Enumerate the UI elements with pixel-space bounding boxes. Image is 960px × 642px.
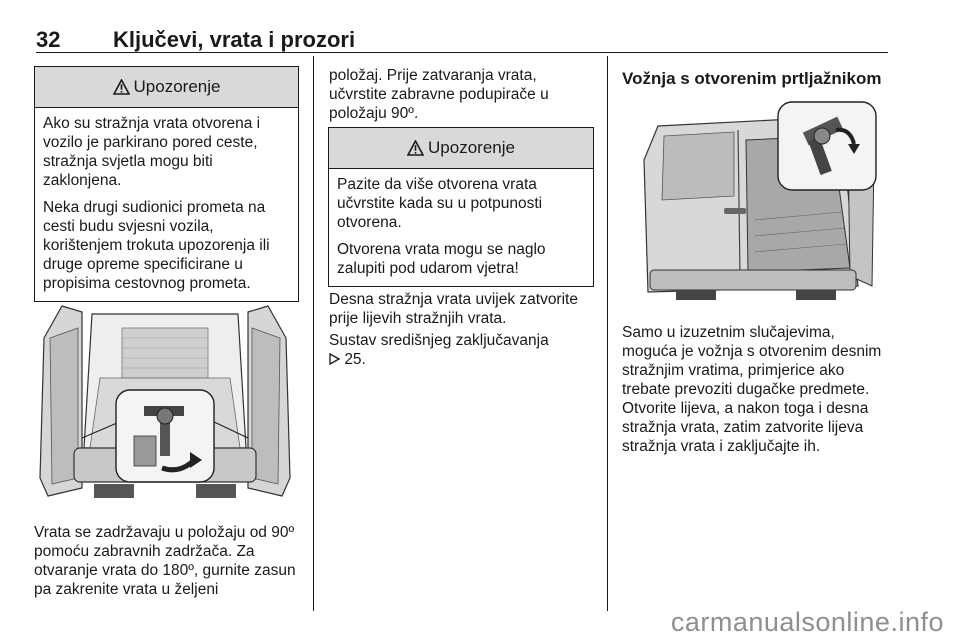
page-number: 32 — [36, 27, 61, 52]
section-heading: Vožnja s otvorenim prtljažnikom — [622, 69, 882, 88]
warning-body — [35, 108, 298, 301]
caption-text: Vrata se zadržavaju u položaju od 90º pomoću zabravnih zadržača. Za otvaranje vrata do 180º, gurnite zasun pa zakrenite vrata u željeni — [34, 524, 296, 598]
column-divider-2 — [607, 56, 608, 611]
warning-header — [329, 128, 593, 169]
warning-body — [329, 169, 593, 286]
van-open-doors-illustration — [34, 298, 296, 508]
paragraph: Desna stražnja vrata uvijek zatvorite prije lijevih stražnjih vrata. — [329, 291, 578, 327]
page-reference-arrow-icon — [329, 353, 340, 365]
van-rear-open-trunk-illustration — [636, 100, 880, 304]
warning-paragraph: Neka drugi sudionici prometa na cesti budu svjesni vozila, korištenjem trokuta upozorenja ili druge opreme specificirane u propisima cestovnog prometa. — [43, 199, 270, 292]
cross-reference-text: Sustav središnjeg zaključavanja — [329, 332, 549, 349]
warning-triangle-icon — [113, 79, 130, 95]
header-rule — [36, 52, 888, 53]
warning-paragraph: Otvorena vrata mogu se naglo zalupiti pod udarom vjetra! — [337, 241, 546, 277]
warning-title: Upozorenje — [133, 77, 221, 96]
watermark: carmanualsonline.info — [670, 607, 944, 637]
warning-header — [35, 67, 298, 108]
warning-paragraph: Pazite da više otvorena vrata učvrstite kada su u potpunosti otvorena. — [337, 176, 543, 231]
warning-triangle-icon — [407, 140, 424, 156]
cross-reference[interactable] — [329, 331, 594, 369]
column-divider-1 — [313, 56, 314, 611]
continuation-text: položaj. Prije zatvaranja vrata, učvrstite zabravne podupirače u položaju 90º. — [329, 67, 549, 122]
warning-box-2 — [328, 127, 594, 287]
warning-paragraph: Ako su stražnja vrata otvorena i vozilo je parkirano pored ceste, stražnja svjetla mogu biti zaklonjena. — [43, 115, 261, 189]
warning-box-1 — [34, 66, 299, 302]
page-title: Ključevi, vrata i prozori — [113, 27, 356, 52]
paragraph: Samo u izuzetnim slučajevima, moguća je vožnja s otvorenim desnim stražnjim vratima, primjerice ako trebate prevoziti dugačke predmete. Otvorite lijeva, a nakon toga i desna stražnja vrata, zatim zatvorite lijeva stražnja vrata i zaključajte ih. — [622, 324, 882, 455]
cross-reference-page: 25. — [344, 351, 366, 368]
warning-title: Upozorenje — [428, 138, 515, 157]
